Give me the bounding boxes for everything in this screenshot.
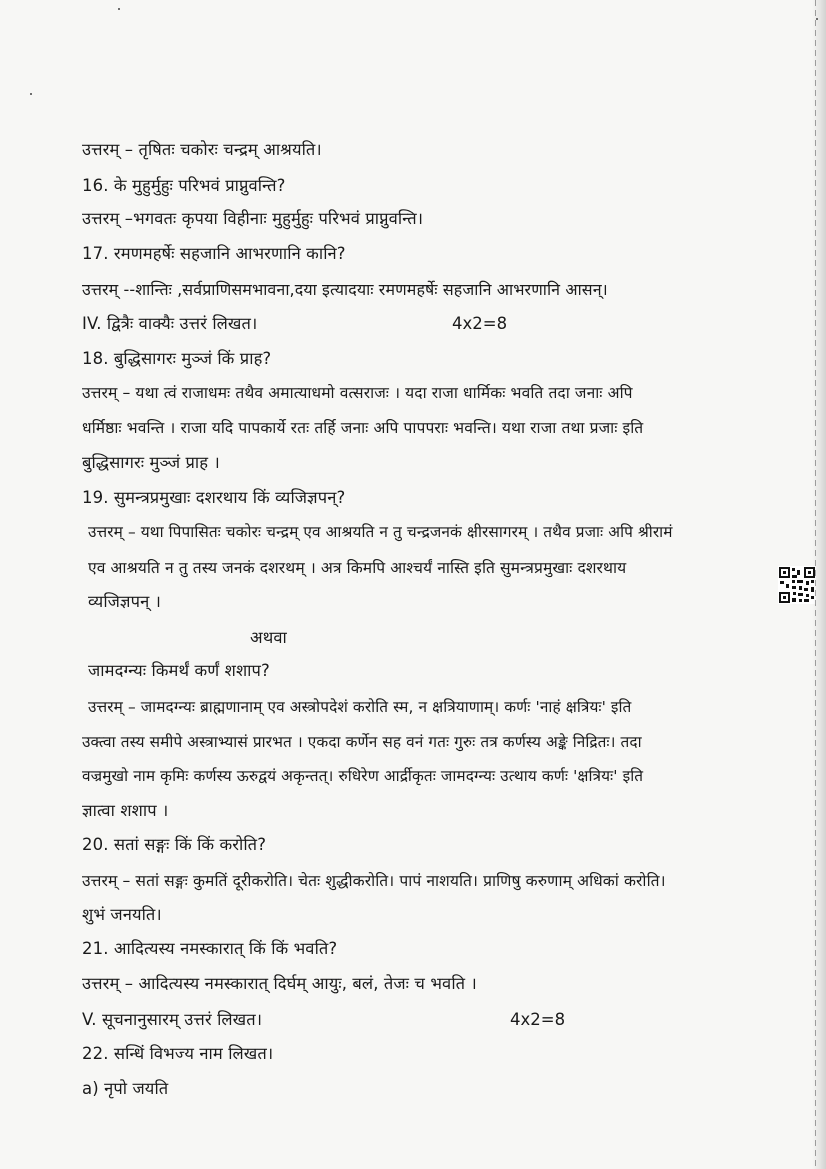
answer-18-line-2: धर्मिष्ठाः भवन्ति । राजा यदि पापकार्ये रतः तर्हि जनाः अपि पापपराः भवन्ति। यथा राजा तथा प्रजाः इति bbox=[82, 419, 644, 437]
or-label: अथवा bbox=[250, 628, 287, 647]
qr-code-icon bbox=[778, 566, 816, 604]
answer-18-line-1: उत्तरम् – यथा त्वं राजाधमः तथैव अमात्याधमो वत्सराजः । यदा राजा धार्मिकः भवति तदा जनाः अपि bbox=[82, 384, 633, 402]
question-21: 21. आदित्यस्य नमस्कारात् किं किं भवति? bbox=[82, 939, 338, 958]
question-17: 17. रमणमहर्षेः सहजानि आभरणानि कानि? bbox=[82, 244, 346, 263]
question-22a: a) नृपो जयति bbox=[82, 1079, 169, 1098]
question-16: 16. के मुहुर्मुहुः परिभवं प्राप्नुवन्ति? bbox=[82, 176, 286, 195]
question-19-alt: जामदग्न्यः किमर्थं कर्णं शशाप? bbox=[88, 661, 270, 680]
answer-20-line-1: उत्तरम् – सतां सङ्गः कुमतिं दूरीकरोति। चेतः शुद्धीकरोति। पापं नाशयति। प्राणिषु करुणाम् अधिकां करोति। bbox=[82, 872, 666, 890]
answer-19-line-2: एव आश्रयति न तु तस्य जनकं दशरथम् । अत्र किमपि आश्चर्यं नास्ति इति सुमन्त्रप्रमुखाः दशरथाय bbox=[88, 559, 627, 577]
section-v-marks: 4x2=8 bbox=[510, 1010, 566, 1029]
section-v-heading: V. सूचनानुसारम् उत्तरं लिखत। bbox=[82, 1010, 263, 1029]
question-19: 19. सुमन्त्रप्रमुखाः दशरथाय किं व्यजिज्ञपन्? bbox=[82, 488, 346, 507]
scan-edge-line bbox=[815, 0, 816, 1169]
scan-speck bbox=[118, 8, 120, 10]
answer-17: उत्तरम् --शान्तिः ,सर्वप्राणिसमभावना,दया इत्यादयाः रमणमहर्षेः सहजानि आभरणानि आसन्। bbox=[82, 280, 608, 299]
answer-15: उत्तरम् – तृषितः चकोरः चन्द्रम् आश्रयति। bbox=[82, 140, 322, 159]
scan-speck bbox=[816, 18, 818, 20]
answer-20-line-2: शुभं जनयति। bbox=[82, 905, 162, 924]
section-iv-heading: IV. द्वित्रैः वाक्यैः उत्तरं लिखत। bbox=[82, 314, 258, 333]
answer-19-line-1: उत्तरम् – यथा पिपासितः चकोरः चन्द्रम् एव आश्रयति न तु चन्द्रजनकं क्षीरसागरम् । तथैव प्रजाः अपि श्रीरामं bbox=[88, 523, 673, 541]
answer-16: उत्तरम् –भगवतः कृपया विहीनाः मुहुर्मुहुः परिभवं प्राप्नुवन्ति। bbox=[82, 209, 424, 228]
answer-21: उत्तरम् – आदित्यस्य नमस्कारात् दिर्घम् आयुः, बलं, तेजः च भवति । bbox=[82, 974, 477, 993]
answer-19-alt-line-1: उत्तरम् – जामदग्न्यः ब्राह्मणानाम् एव अस्त्रोपदेशं करोति स्म, न क्षत्रियाणाम्। कर्णः 'नाहं क्षत्रियः' इति bbox=[88, 698, 632, 716]
answer-19-alt-line-4: ज्ञात्वा शशाप । bbox=[82, 801, 169, 820]
answer-19-alt-line-3: वज्रमुखो नाम कृमिः कर्णस्य ऊरुद्वयं अकृन्तत्। रुधिरेण आर्द्रीकृतः जामदग्न्यः उत्थाय कर्णः 'क्षत्रियः' इति bbox=[82, 767, 644, 785]
answer-19-alt-line-2: उक्त्वा तस्य समीपे अस्त्राभ्यासं प्रारभत । एकदा कर्णेन सह वनं गतः गुरुः तत्र कर्णस्य अङ्के निद्रितः। तदा bbox=[82, 733, 642, 751]
answer-18-line-3: बुद्धिसागरः मुञ्जं प्राह । bbox=[82, 453, 220, 472]
question-18: 18. बुद्धिसागरः मुञ्जं किं प्राह? bbox=[82, 349, 272, 368]
scan-speck bbox=[30, 93, 32, 95]
question-20: 20. सतां सङ्गः किं किं करोति? bbox=[82, 835, 267, 854]
question-22: 22. सन्धिं विभज्य नाम लिखत। bbox=[82, 1044, 274, 1063]
answer-19-line-3: व्यजिज्ञपन् । bbox=[88, 592, 162, 611]
section-iv-marks: 4x2=8 bbox=[452, 314, 508, 333]
